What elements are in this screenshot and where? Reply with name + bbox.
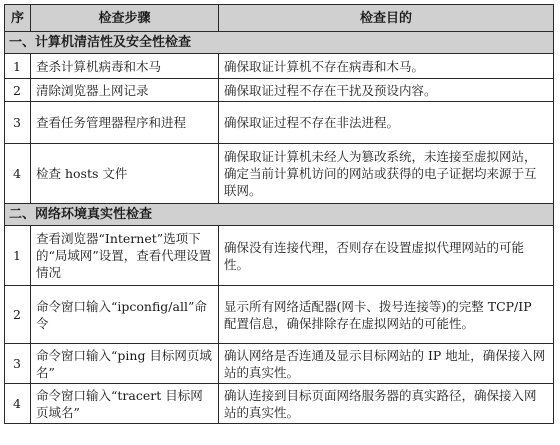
table-row (5, 102, 554, 144)
row-number: 2 (5, 79, 31, 102)
table-row (5, 384, 554, 424)
inspection-table-container (4, 4, 553, 424)
row-step: 清除浏览器上网记录 (31, 79, 219, 102)
row-number: 3 (5, 102, 31, 144)
table-row (5, 54, 554, 79)
table-row (5, 79, 554, 102)
header-index: 序 (5, 5, 31, 32)
section-row (5, 204, 554, 226)
row-step: 查看浏览器“Internet”选项下的“局域网”设置，查看代理设置情况 (31, 226, 219, 286)
row-step: 命令窗口输入“ipconfig/all”命令 (31, 286, 219, 344)
row-purpose: 确保取证过程不存在干扰及预设内容。 (219, 79, 554, 102)
header-step: 检查步骤 (31, 5, 219, 32)
row-number: 1 (5, 54, 31, 79)
row-step: 命令窗口输入“tracert 目标网页域名” (31, 384, 219, 424)
row-number: 2 (5, 286, 31, 344)
section-title: 二、网络环境真实性检查 (5, 204, 554, 226)
table-row (5, 286, 554, 344)
inspection-table (4, 4, 554, 424)
row-purpose: 确保没有连接代理，否则存在设置虚拟代理网站的可能性。 (219, 226, 554, 286)
row-step: 查看任务管理器程序和进程 (31, 102, 219, 144)
row-step: 查杀计算机病毒和木马 (31, 54, 219, 79)
table-row (5, 144, 554, 204)
row-purpose: 确保取证过程不存在非法进程。 (219, 102, 554, 144)
row-step: 检查 hosts 文件 (31, 144, 219, 204)
table-row (5, 226, 554, 286)
header-row (5, 5, 554, 32)
row-purpose: 确认网络是否连通及显示目标网站的 IP 地址，确保接入网站的真实性。 (219, 344, 554, 384)
row-number: 4 (5, 384, 31, 424)
section-title: 一、计算机清洁性及安全性检查 (5, 32, 554, 54)
row-purpose: 确认连接到目标页面网络服务器的真实路径，确保接入网站的真实性。 (219, 384, 554, 424)
row-purpose: 显示所有网络适配器(网卡、拨号连接等)的完整 TCP/IP 配置信息，确保排除存在虚拟网站的可能性。 (219, 286, 554, 344)
header-purpose: 检查目的 (219, 5, 554, 32)
row-purpose: 确保取证计算机未经人为篡改系统，未连接至虚拟网站，确定当前计算机访问的网站或获得的电子证据均来源于互联网。 (219, 144, 554, 204)
section-row (5, 32, 554, 54)
row-step: 命令窗口输入“ping 目标网页域名” (31, 344, 219, 384)
row-number: 1 (5, 226, 31, 286)
row-purpose: 确保取证计算机不存在病毒和木马。 (219, 54, 554, 79)
row-number: 4 (5, 144, 31, 204)
table-row (5, 344, 554, 384)
row-number: 3 (5, 344, 31, 384)
